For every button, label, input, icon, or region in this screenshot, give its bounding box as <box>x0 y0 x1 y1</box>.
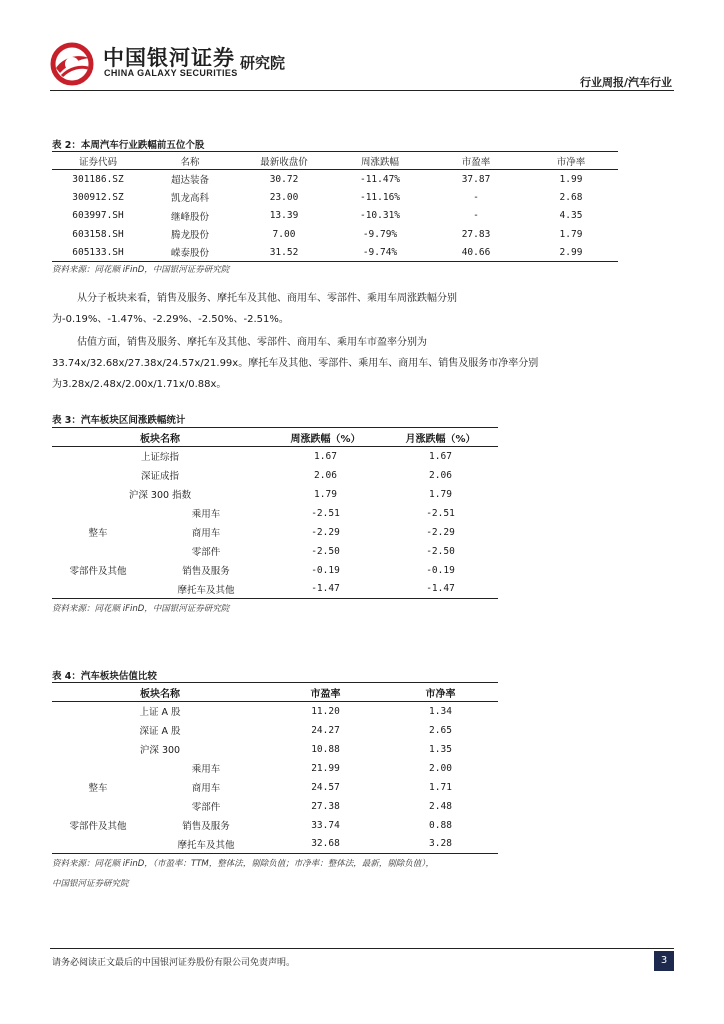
cell-close: 23.00 <box>269 191 299 203</box>
cell-month: -2.50 <box>426 545 455 557</box>
table3-title: 表 3：汽车板块区间涨跌幅统计 <box>52 415 186 426</box>
table-row <box>52 225 618 243</box>
cell-month: -0.19 <box>426 564 455 576</box>
table-row <box>52 504 498 523</box>
col-header: 板块名称 <box>140 688 180 700</box>
cell-name: 超达装备 <box>170 175 209 187</box>
cell-pe: 27.38 <box>311 800 340 812</box>
cell-name: 上证 A 股 <box>139 707 181 719</box>
cell-pe: - <box>473 210 479 222</box>
table-row <box>52 523 498 542</box>
col-header: 最新收盘价 <box>260 156 308 168</box>
cell-pb: 1.34 <box>429 705 452 717</box>
cell-week: -2.51 <box>311 507 340 519</box>
cell-pb: 2.00 <box>429 762 452 774</box>
cell-month: -1.47 <box>426 583 455 595</box>
col-header: 月涨跌幅（%） <box>405 433 476 445</box>
cell-week: -0.19 <box>311 564 340 576</box>
cell-group <box>52 759 144 778</box>
cell-name: 销售及服务 <box>182 566 230 577</box>
cell-group: 整车 <box>88 528 108 539</box>
paragraph: 从分子板块来看，销售及服务、摩托车及其他、商用车、零部件、乘用车周涨跌幅分别为-0.19%、-1.47%、-2.29%、-2.50%、-2.51%。 <box>52 293 457 325</box>
cell-name: 深证成指 <box>140 471 179 482</box>
table4-source-cont: 中国银河证券研究院 <box>52 879 129 889</box>
top-decliners-table <box>52 151 618 262</box>
table-row <box>52 561 498 580</box>
cell-pe: 24.27 <box>311 724 340 736</box>
col-header: 证券代码 <box>78 156 117 168</box>
cell-name: 腾龙股份 <box>170 230 209 242</box>
cell-code: 603158.SH <box>72 228 124 240</box>
cell-code: 300912.SZ <box>72 191 124 203</box>
cell-name: 乘用车 <box>191 764 221 775</box>
sector-change-paragraph <box>52 288 548 330</box>
cell-name: 摩托车及其他 <box>177 584 235 596</box>
cell-change: -9.74% <box>362 246 398 258</box>
table3-source: 资料来源：同花顺 iFinD，中国银河证券研究院 <box>52 604 230 614</box>
cell-name: 凯龙高科 <box>170 193 209 205</box>
table-row <box>52 243 618 261</box>
cell-week: -2.29 <box>311 526 340 538</box>
cell-week: -2.50 <box>311 545 340 557</box>
cell-pb: 1.79 <box>559 228 583 240</box>
cell-code: 603997.SH <box>72 210 124 222</box>
cell-pe: - <box>473 191 479 203</box>
table-row <box>52 702 498 721</box>
cell-pe: 27.83 <box>461 228 491 240</box>
report-type: 行业周报/汽车行业 <box>579 76 672 89</box>
col-header: 板块名称 <box>140 433 180 445</box>
cell-pb: 4.35 <box>559 210 583 222</box>
cell-group: 零部件及其他 <box>69 566 127 577</box>
cell-pe: 33.74 <box>311 819 340 831</box>
institute-name: 研究院 <box>240 54 286 72</box>
col-header: 市净率 <box>425 688 456 700</box>
cell-group <box>52 504 144 523</box>
cell-pe: 11.20 <box>311 705 340 717</box>
cell-name: 乘用车 <box>191 509 221 520</box>
cell-name: 继峰股份 <box>170 211 209 223</box>
col-header: 市盈率 <box>310 688 341 700</box>
table-row <box>52 759 498 778</box>
table-row <box>52 207 618 225</box>
cell-change: -11.16% <box>359 191 401 203</box>
cell-name: 零部件 <box>191 802 221 813</box>
cell-name: 嵘泰股份 <box>170 248 209 260</box>
cell-pe: 21.99 <box>311 762 340 774</box>
cell-name: 沪深 300 <box>139 745 181 756</box>
cell-code: 605133.SH <box>72 246 124 258</box>
footer-divider <box>50 948 674 949</box>
cell-name: 销售及服务 <box>182 821 230 832</box>
cell-close: 13.39 <box>269 210 299 222</box>
cell-pb: 2.48 <box>429 800 452 812</box>
table-row <box>52 188 618 206</box>
cell-name: 深证 A 股 <box>139 726 181 737</box>
table-row <box>52 797 498 816</box>
cell-week: -1.47 <box>311 583 340 595</box>
table-row <box>52 816 498 835</box>
cell-close: 7.00 <box>272 228 296 240</box>
table-row <box>52 580 498 599</box>
table-row <box>52 740 498 759</box>
cell-month: -2.51 <box>426 507 455 519</box>
cell-pb: 1.71 <box>429 781 452 793</box>
cell-close: 31.52 <box>269 246 299 258</box>
cell-month: 2.06 <box>429 469 452 481</box>
cell-month: -2.29 <box>426 526 455 538</box>
cell-month: 1.67 <box>429 450 452 462</box>
galaxy-logo-icon <box>50 42 94 86</box>
table4-source: 资料来源：同花顺 iFinD，（市盈率：TTM，整体法，剔除负值；市净率：整体法，最新，剔除负值）， <box>52 859 434 869</box>
valuation-paragraph <box>52 332 548 395</box>
table-row <box>52 447 498 466</box>
cell-change: -9.79% <box>362 228 398 240</box>
cell-change: -11.47% <box>359 173 401 185</box>
sector-change-table <box>52 427 498 599</box>
table-row <box>52 466 498 485</box>
cell-week: 2.06 <box>314 469 337 481</box>
paragraph: 估值方面，销售及服务、摩托车及其他、零部件、商用车、乘用车市盈率分别为33.74x/32.68x/27.38x/24.57x/21.99x。摩托车及其他、零部件、乘用车、商用车、销售及服务市净率分别为3.28x/2.48x/2.00x/1.71x/0.88x。 <box>52 337 539 390</box>
cell-name: 摩托车及其他 <box>177 839 235 851</box>
table-header-row <box>52 683 498 702</box>
cell-month: 1.79 <box>429 488 452 500</box>
cell-group: 零部件及其他 <box>69 821 127 832</box>
cell-pe: 37.87 <box>461 173 491 185</box>
cell-pe: 40.66 <box>461 246 491 258</box>
col-header: 市盈率 <box>461 156 491 168</box>
cell-name: 商用车 <box>191 783 221 794</box>
header-divider <box>50 90 674 91</box>
cell-pb: 1.99 <box>559 173 583 185</box>
cell-pb: 1.35 <box>429 743 452 755</box>
page-number: 3 <box>654 951 674 971</box>
cell-week: 1.67 <box>314 450 337 462</box>
col-header: 周涨跌幅（%） <box>290 433 361 445</box>
cell-code: 301186.SZ <box>72 173 124 185</box>
col-header: 市净率 <box>556 156 586 168</box>
table2-title: 表 2：本周汽车行业跌幅前五位个股 <box>52 140 205 151</box>
company-name-cn: 中国银河证券 <box>103 46 235 70</box>
cell-name: 上证综指 <box>140 452 179 464</box>
table-row <box>52 170 618 188</box>
table-header-row <box>52 152 618 170</box>
disclaimer-text: 请务必阅读正文最后的中国银河证券股份有限公司免责声明。 <box>52 958 296 968</box>
company-name-en: CHINA GALAXY SECURITIES <box>104 68 238 78</box>
cell-group <box>52 542 144 561</box>
table-row <box>52 778 498 797</box>
col-header: 名称 <box>180 156 200 168</box>
col-header: 周涨跌幅 <box>360 156 399 168</box>
table-row <box>52 721 498 740</box>
table2-source: 资料来源：同花顺 iFinD，中国银河证券研究院 <box>52 265 230 275</box>
cell-pb: 3.28 <box>429 838 452 850</box>
table4-title: 表 4：汽车板块估值比较 <box>52 671 157 682</box>
cell-name: 商用车 <box>191 528 221 539</box>
cell-group: 整车 <box>88 783 108 794</box>
cell-name: 沪深 300 指数 <box>128 490 192 501</box>
sector-valuation-table <box>52 682 498 854</box>
table-row <box>52 485 498 504</box>
cell-pe: 24.57 <box>311 781 340 793</box>
cell-pb: 2.99 <box>559 246 583 258</box>
cell-group <box>52 797 144 816</box>
table-row <box>52 542 498 561</box>
cell-group <box>52 835 144 854</box>
table-row <box>52 835 498 854</box>
cell-close: 30.72 <box>269 173 299 185</box>
cell-pb: 0.88 <box>429 819 452 831</box>
cell-week: 1.79 <box>314 488 337 500</box>
cell-change: -10.31% <box>359 210 401 222</box>
cell-pe: 32.68 <box>311 838 340 850</box>
cell-name: 零部件 <box>191 547 221 558</box>
cell-pb: 2.65 <box>429 724 452 736</box>
cell-pb: 2.68 <box>559 191 583 203</box>
table-header-row <box>52 428 498 447</box>
cell-group <box>52 580 144 599</box>
cell-pe: 10.88 <box>311 743 340 755</box>
